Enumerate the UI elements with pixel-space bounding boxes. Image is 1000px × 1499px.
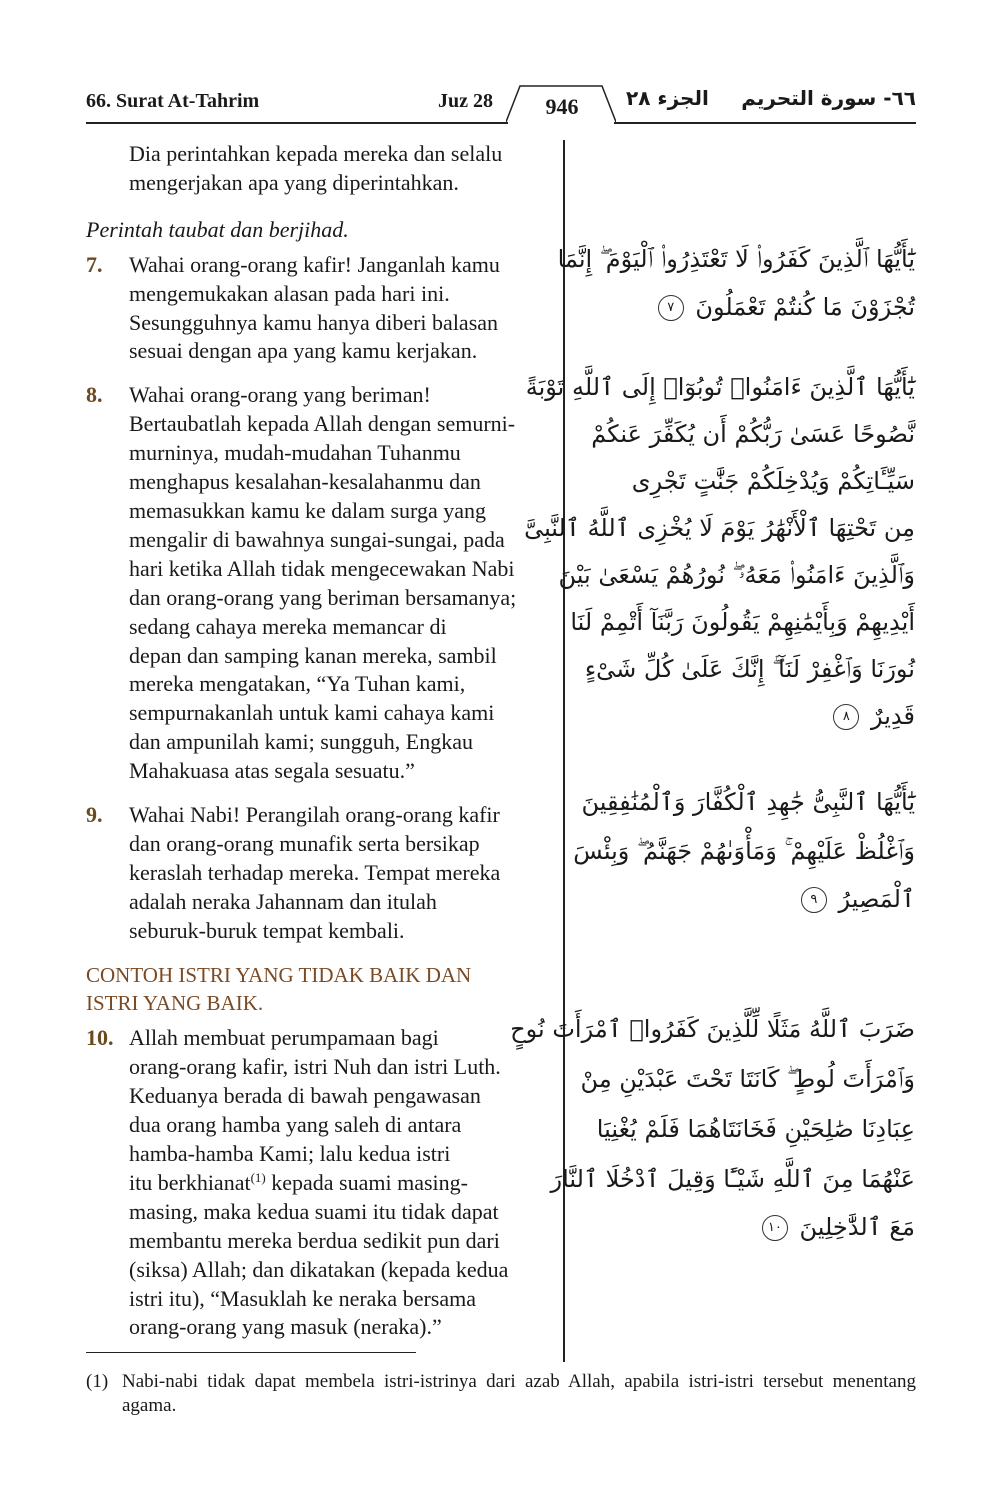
footnote-ref[interactable]: (1) [250,1169,266,1185]
arabic-v9-line: ٱلْمَصِيرُ ٩ [585,885,915,913]
surah-title-arabic: ٦٦- سورة التحريم [741,86,916,110]
arabic-v10-line: عِبَادِنَا صَٰلِحَيْنِ فَخَانَتَاهُمَا فَلَمْ يُغْنِيَا [596,1115,915,1143]
subheading: Perintah taubat dan berjihad. [86,216,349,242]
arabic-v8-line: يَٰٓأَيُّهَا ٱلَّذِينَ ءَامَنُوا۟ تُوبُوٓا۟ إِلَى ٱللَّهِ تَوْبَةً [525,373,915,401]
juz-label-arabic: الجزء ٢٨ [626,86,709,110]
verse-number: 8. [86,382,103,408]
juz-label-latin: Juz 28 [438,90,493,112]
verse-8: 8. Wahai orang-orang yang beriman! Bertaubatlah kepada Allah dengan semurni- murninya, mudah-mudahan Tuhanmu menghapus kesalahan-kesalahanmu dan memasukkan kamu ke dalam surga yang mengalir di bawahnya sungai-sungai, pada hari ketika Allah tidak mengecewakan Nabi dan orang-orang yang beriman bersamanya; sedang cahaya mereka memancar di depan dan samping kanan mereka, sambil mereka mengatakan, “Ya Tuhan kami, sempurnakanlah untuk kami cahaya kami dan ampunilah kami; sungguh, Engkau Mahakuasa atas segala sesuatu.” [86,382,517,784]
verse-number: 9. [86,802,103,828]
verse-6-continuation: Dia perintahkan kepada mereka dan selalu mengerjakan apa yang diperintahkan. [129,141,503,195]
header-rule [86,122,916,124]
arabic-v8-line: قَدِيرٌ ٨ [585,702,915,730]
arabic-v10-line: عَنْهُمَا مِنَ ٱللَّهِ شَيْـًٔا وَقِيلَ ٱدْخُلَا ٱلنَّارَ [550,1165,915,1193]
arabic-v7-line: يَٰٓأَيُّهَا ٱلَّذِينَ كَفَرُوا۟ لَا تَعْتَذِرُوا۟ ٱلْيَوْمَ ۖ إِنَّمَا [557,245,915,273]
translation-column [86,140,556,1342]
arabic-v8-line: أَيْدِيهِمْ وَبِأَيْمَٰنِهِمْ يَقُولُونَ رَبَّنَآ أَتْمِمْ لَنَا [570,608,915,636]
footnote-rule [86,1352,416,1353]
arabic-v8-line: سَيِّـَٔاتِكُمْ وَيُدْخِلَكُمْ جَنَّٰتٍ تَجْرِى [631,467,915,495]
page-header [86,84,916,124]
verse-10: 10. Allah membuat perumpamaan bagi orang-orang kafir, istri Nuh dan istri Luth. Keduanya berada di bawah pengawasan dua orang hamba yang saleh di antara hamba-hamba Kami; lalu kedua istri itu berkhianat$^{(1)}$ kepada suami masing- masing, maka kedua suami itu tidak dapat membantu mereka berdua sedikit pun dari (siksa) Allah; dan dikatakan (kepada kedua istri itu), “Masuklah ke neraka bersama orang-orang yang masuk (neraka).” [86,1025,509,1340]
arabic-v8-line: نُورَنَا وَٱغْفِرْ لَنَآ ۖ إِنَّكَ عَلَىٰ كُلِّ شَىْءٍ [584,655,915,683]
arabic-v8-line: نَّصُوحًا عَسَىٰ رَبُّكُمْ أَن يُكَفِّرَ عَنكُمْ [591,420,915,448]
arabic-v10-line: وَٱمْرَأَتَ لُوطٍ ۖ كَانَتَا تَحْتَ عَبْدَيْنِ مِنْ [580,1065,915,1093]
verse-number: 7. [86,251,103,277]
arabic-v9-line: يَٰٓأَيُّهَا ٱلنَّبِىُّ جَٰهِدِ ٱلْكُفَّارَ وَٱلْمُنَٰفِقِينَ [581,788,915,816]
section-heading: CONTOH ISTRI YANG TIDAK BAIK DAN ISTRI YANG BAIK. [86,962,472,1016]
arabic-v7-line: تُجْزَوْنَ مَا كُنتُمْ تَعْمَلُونَ ٧ [585,293,915,321]
footnote-label: (1) [86,1371,109,1392]
surah-title-latin: 66. Surat At-Tahrim [86,90,260,112]
footnote [86,1370,916,1418]
arabic-v8-line: وَٱلَّذِينَ ءَامَنُوا۟ مَعَهُۥ ۖ نُورُهُمْ يَسْعَىٰ بَيْنَ [558,561,915,589]
ayah-end-marker: ٧ [658,295,684,321]
arabic-v10-line: ضَرَبَ ٱللَّهُ مَثَلًا لِّلَّذِينَ كَفَرُوا۟ ٱمْرَأَتَ نُوحٍ [510,1015,915,1043]
arabic-v10-line: مَعَ ٱلدَّٰخِلِينَ ١٠ [585,1213,915,1241]
ayah-end-marker: ٩ [801,887,827,913]
arabic-v9-line: وَٱغْلُظْ عَلَيْهِمْ ۚ وَمَأْوَىٰهُمْ جَهَنَّمُ ۖ وَبِئْسَ [573,837,915,865]
footnote-text: Nabi-nabi tidak dapat membela istri-istrinya dari azab Allah, apabila istri-istri tersebut menentang agama. [122,1371,916,1416]
ayah-end-marker: ١٠ [762,1215,788,1241]
page-number: 946 [545,94,579,119]
verse-number: 10. [86,1025,114,1051]
verse-7: 7. Wahai orang-orang kafir! Janganlah kamu mengemukakan alasan pada hari ini. Sesungguhnya kamu hanya diberi balasan sesuai dengan apa yang kamu kerjakan. [86,251,500,364]
arabic-v8-line: مِن تَحْتِهَا ٱلْأَنْهَٰرُ يَوْمَ لَا يُخْزِى ٱللَّهُ ٱلنَّبِىَّ [524,514,915,542]
verse-9: 9. Wahai Nabi! Perangilah orang-orang kafir dan orang-orang munafik serta bersikap keraslah terhadap mereka. Tempat mereka adalah neraka Jahannam dan itulah seburuk-buruk tempat kembali. [86,802,501,943]
ayah-end-marker: ٨ [833,704,859,730]
